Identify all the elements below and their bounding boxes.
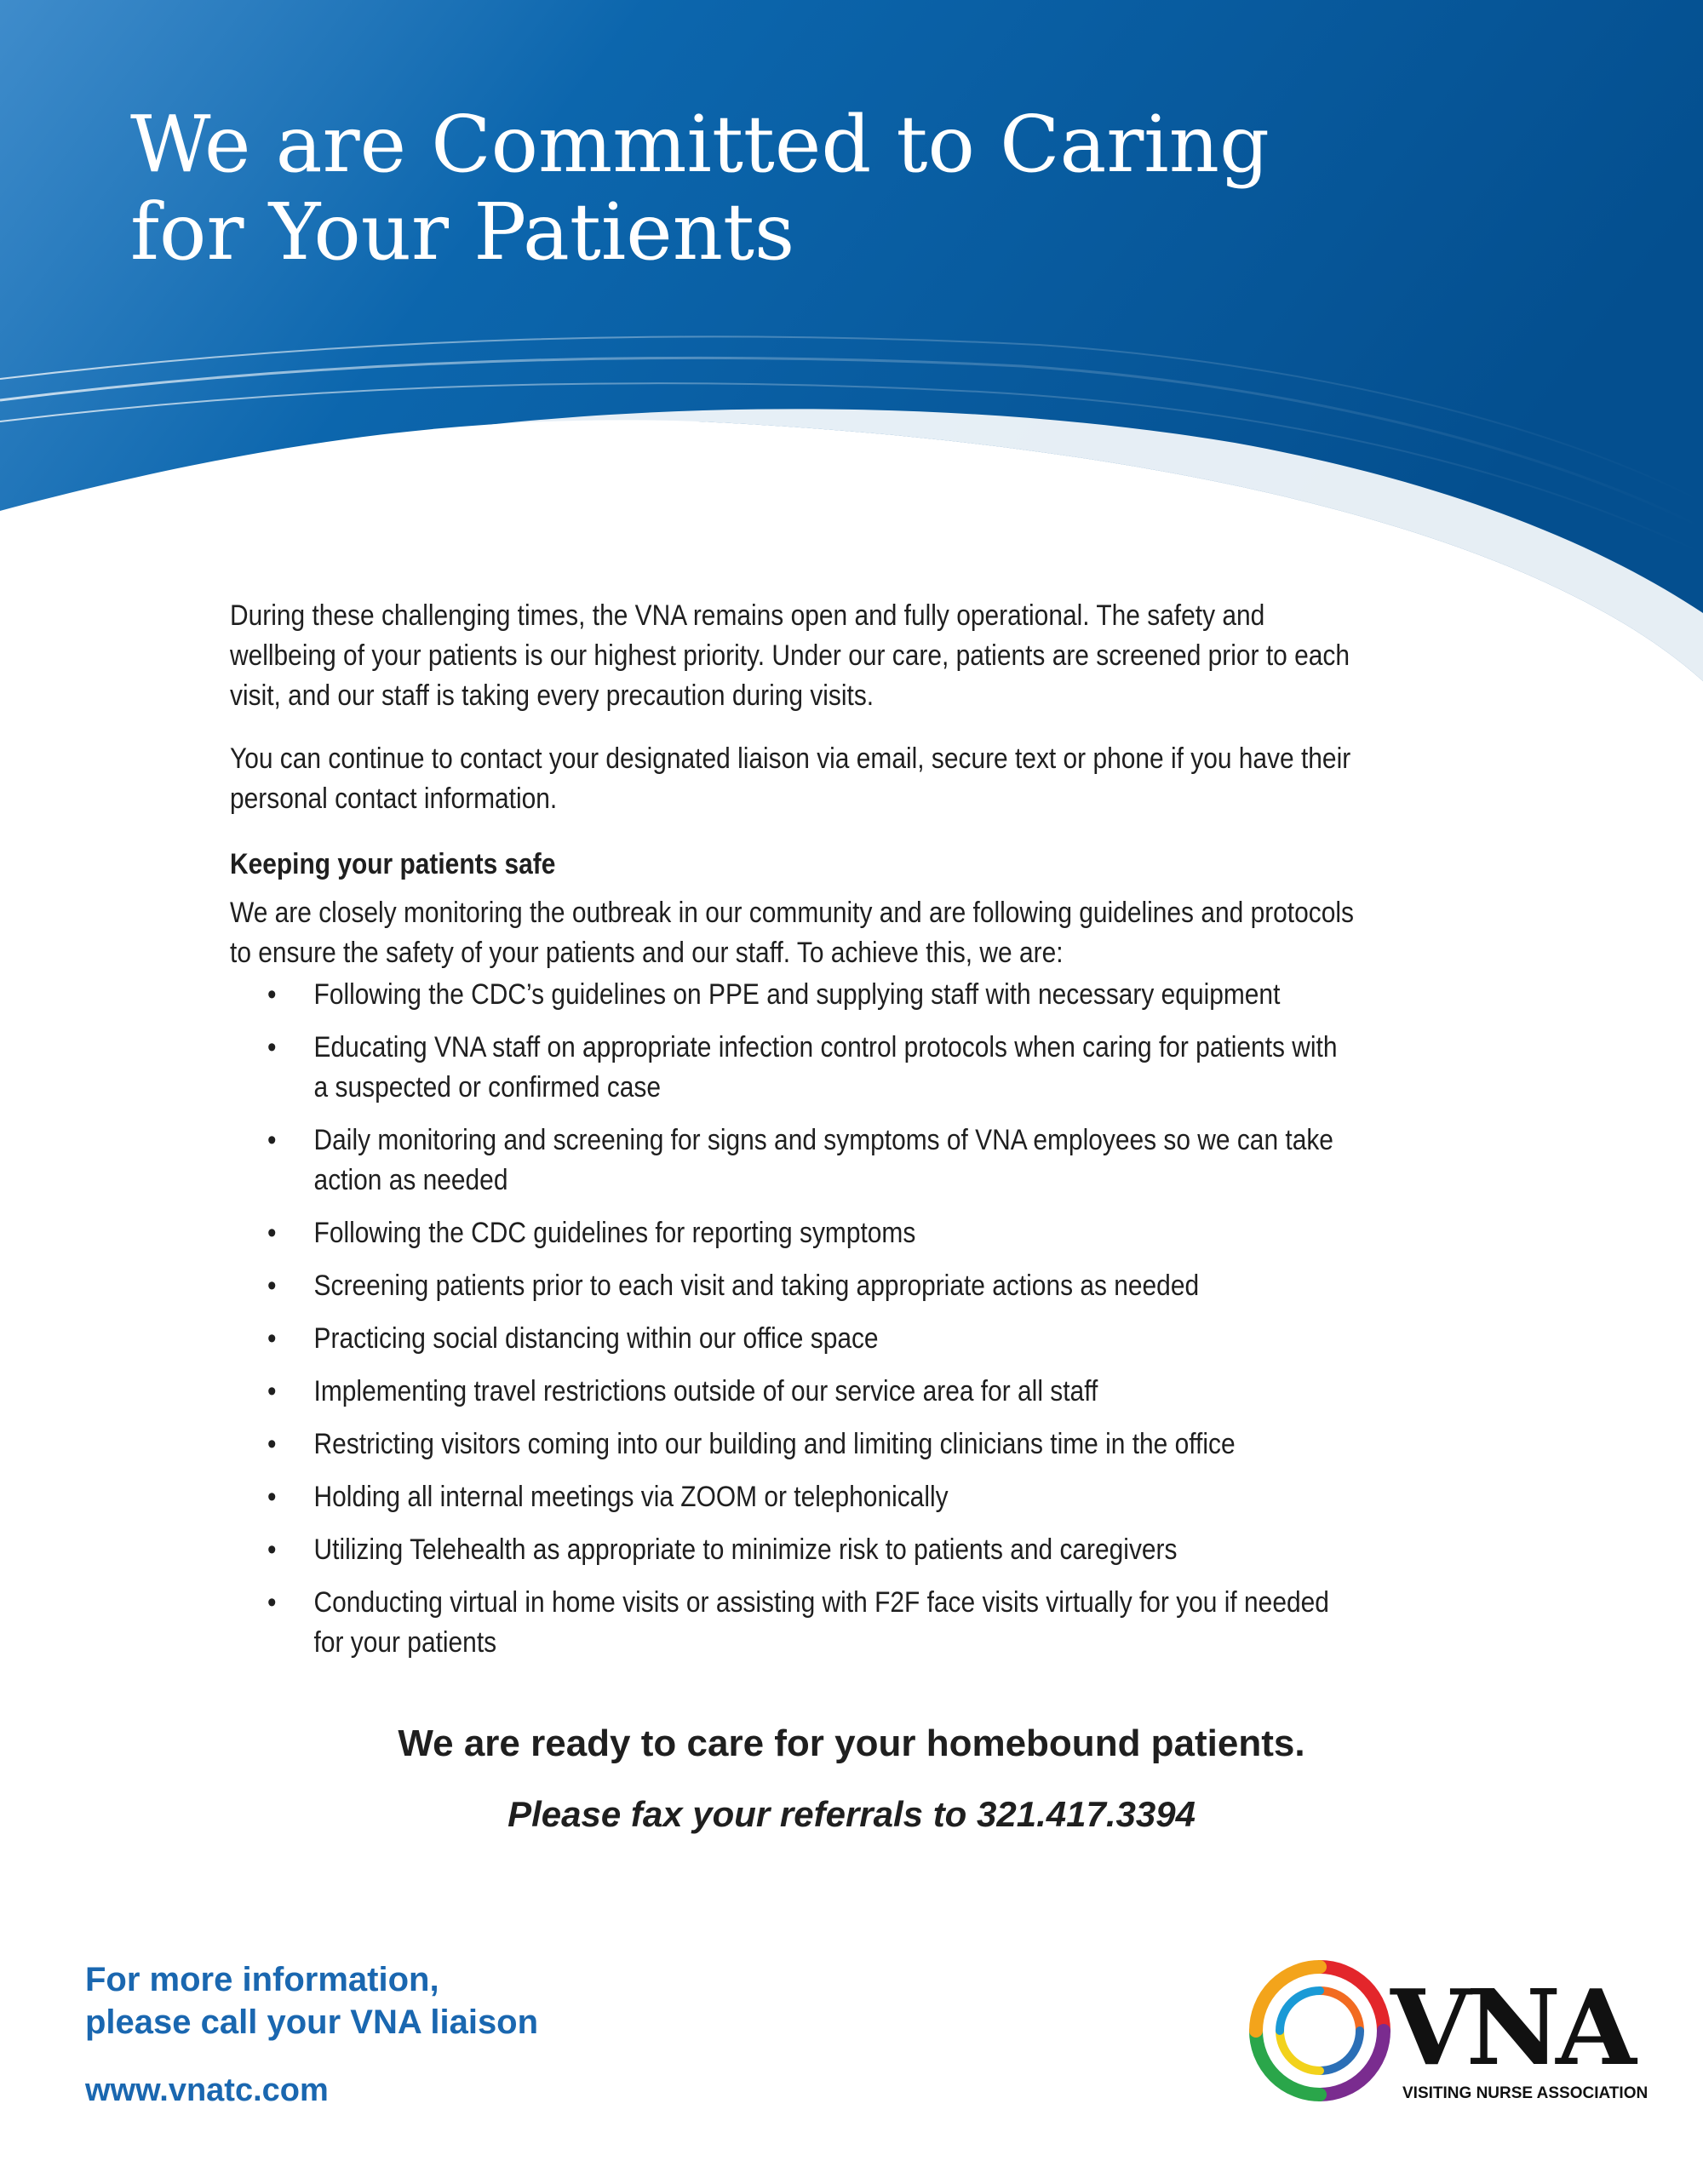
list-item: • Daily monitoring and screening for signs and symptoms of VNA employees so we can take action as needed [314,1121,1354,1201]
safety-heading: Keeping your patients safe [230,848,556,880]
list-item: • Practicing social distancing within our office space [314,1319,1354,1359]
logo-wordmark: VNA [1390,1966,1631,2089]
safety-intro: We are closely monitoring the outbreak in our community and are following guidelines and protocols to ensure the safety of your patients and our staff. To achieve this, we are: [230,897,1354,969]
list-item: • Screening patients prior to each visit and taking appropriate actions as needed [314,1266,1354,1306]
list-item: • Conducting virtual in home visits or assisting with F2F face visits virtually for you if needed for your patients [314,1583,1354,1663]
website-link[interactable]: www.vnatc.com [85,2072,329,2108]
page-title-line-1: We are Committed to Caring [130,99,1270,190]
contact-line-1: For more information, [85,1961,439,1998]
contact-heading [85,1958,538,2044]
page-title [130,100,1270,276]
callout-ready: We are ready to care for your homebound patients. [398,1723,1305,1764]
list-item: • Educating VNA staff on appropriate infection control protocols when caring for patients with a suspected or confirmed case [314,1028,1354,1108]
body-copy [230,596,1354,1676]
contact-line-2: please call your VNA liaison [85,2003,539,2041]
list-item: • Following the CDC’s guidelines on PPE and supplying staff with necessary equipment [314,975,1354,1015]
intro-paragraph-1: During these challenging times, the VNA remains open and fully operational. The safety and wellbeing of your patients is our highest priority. Under our care, patients are screened prior to each visit, and our staff is taking every precaution during visits. [230,599,1350,712]
list-item: • Implementing travel restrictions outside of our service area for all staff [314,1372,1354,1412]
vna-logo [1239,1950,1648,2112]
logo-tagline: VISITING NURSE ASSOCIATION [1402,2084,1649,2102]
list-item: • Following the CDC guidelines for reporting symptoms [314,1213,1354,1253]
intro-paragraph-2: You can continue to contact your designated liaison via email, secure text or phone if you have their personal contact information. [230,742,1351,815]
callout-fax-number: Please fax your referrals to 321.417.3394 [507,1794,1196,1834]
safety-measures-list [230,975,1354,1663]
list-item: • Utilizing Telehealth as appropriate to minimize risk to patients and caregivers [314,1530,1354,1570]
swirl-logo-icon [1239,1950,1401,2112]
list-item: • Restricting visitors coming into our building and limiting clinicians time in the office [314,1424,1354,1465]
page-title-line-2: for Your Patients [130,186,795,278]
list-item: • Holding all internal meetings via ZOOM or telephonically [314,1477,1354,1517]
